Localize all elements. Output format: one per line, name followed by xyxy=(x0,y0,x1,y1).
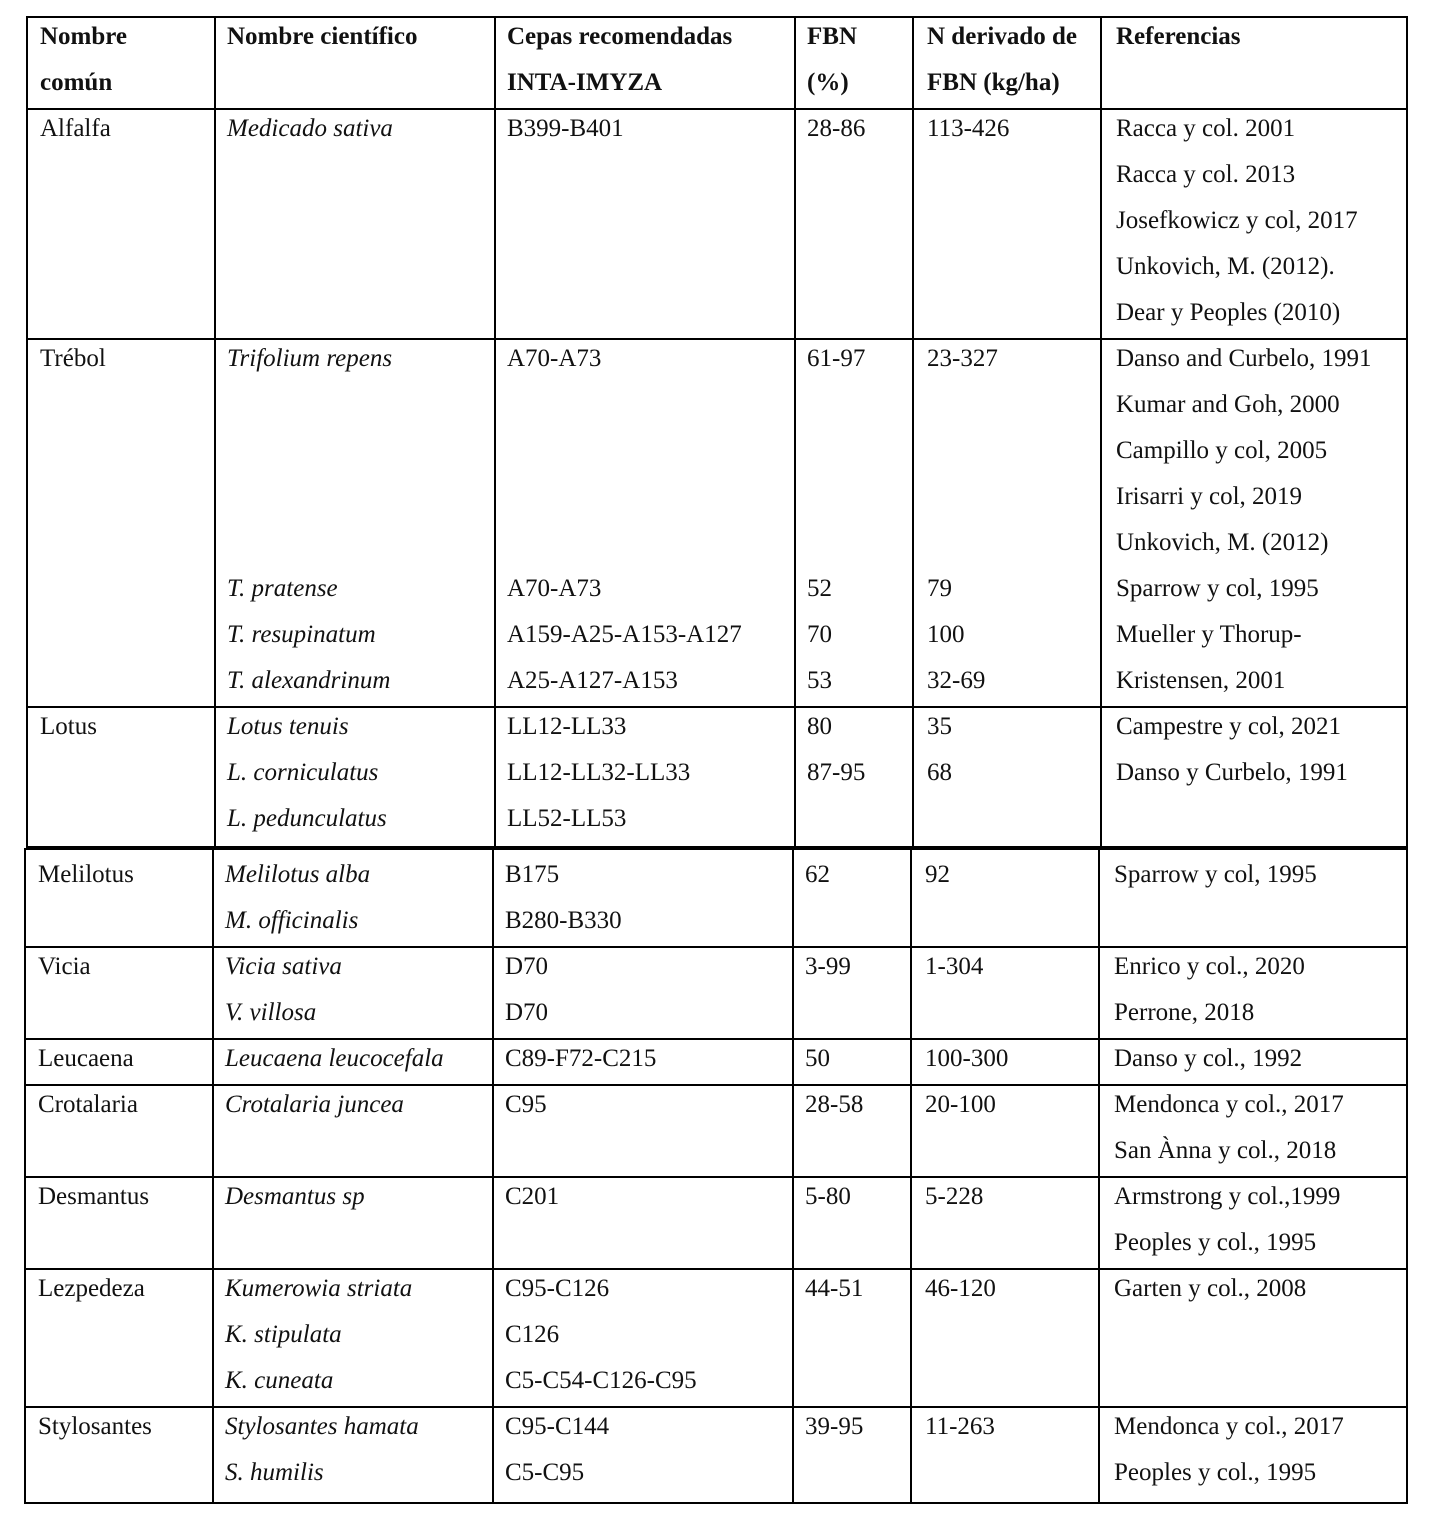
scientific-name-cell: Crotalaria juncea xyxy=(225,1091,404,1118)
table-row xyxy=(28,382,1406,428)
common-name-cell: Desmantus xyxy=(38,1183,150,1210)
group-first-row xyxy=(26,1036,1406,1082)
strains-cell: C5-C95 xyxy=(505,1459,585,1486)
table-row xyxy=(26,1220,1406,1266)
strains-cell: A70-A73 xyxy=(507,345,602,372)
strains-cell: LL12-LL32-LL33 xyxy=(507,759,691,786)
group-first-row xyxy=(28,336,1406,382)
scientific-name-cell: Stylosantes hamata xyxy=(225,1413,419,1440)
scientific-name-cell: V. villosa xyxy=(225,999,317,1026)
fbn-percent-cell: 70 xyxy=(807,621,832,648)
table-row xyxy=(26,1358,1406,1404)
group-first-row xyxy=(26,1082,1406,1128)
reference-cell: Perrone, 2018 xyxy=(1114,999,1255,1026)
n-derived-cell: N derivado de xyxy=(927,23,1077,50)
n-derived-cell: FBN (kg/ha) xyxy=(927,69,1060,96)
reference-cell: Danso y col., 1992 xyxy=(1114,1045,1303,1072)
table-row xyxy=(28,658,1406,704)
common-name-cell: Leucaena xyxy=(38,1045,134,1072)
n-derived-cell: 79 xyxy=(927,575,952,602)
reference-cell: Sparrow y col, 1995 xyxy=(1114,861,1317,888)
fbn-percent-cell: FBN xyxy=(807,23,857,50)
table-row xyxy=(26,1128,1406,1174)
n-derived-cell: 92 xyxy=(925,861,950,888)
table-row xyxy=(28,612,1406,658)
reference-cell: Campillo y col, 2005 xyxy=(1116,437,1328,464)
table-row xyxy=(28,198,1406,244)
fbn-percent-cell: 50 xyxy=(805,1045,830,1072)
scientific-name-cell: M. officinalis xyxy=(225,907,359,934)
strains-cell: C89-F72-C215 xyxy=(505,1045,657,1072)
strains-cell: C201 xyxy=(505,1183,560,1210)
n-derived-cell: 68 xyxy=(927,759,952,786)
scientific-name-cell: Desmantus sp xyxy=(225,1183,365,1210)
strains-cell: C5-C54-C126-C95 xyxy=(505,1367,697,1394)
n-derived-cell: 23-327 xyxy=(927,345,998,372)
fbn-percent-cell: 61-97 xyxy=(807,345,866,372)
strains-cell: C95-C144 xyxy=(505,1413,610,1440)
legume-table-part-1 xyxy=(26,16,1408,848)
reference-cell: Campestre y col, 2021 xyxy=(1116,713,1341,740)
fbn-percent-cell: 53 xyxy=(807,667,832,694)
group-first-row xyxy=(26,852,1406,898)
reference-cell: Unkovich, M. (2012). xyxy=(1116,253,1335,280)
group-first-row xyxy=(26,1174,1406,1220)
common-name-cell: Stylosantes xyxy=(38,1413,152,1440)
n-derived-cell: 113-426 xyxy=(927,115,1010,142)
reference-cell: Referencias xyxy=(1116,23,1241,50)
strains-cell: A70-A73 xyxy=(507,575,602,602)
n-derived-cell: 100-300 xyxy=(925,1045,1009,1072)
scientific-name-cell: Trifolium repens xyxy=(227,345,393,372)
reference-cell: Armstrong y col.,1999 xyxy=(1114,1183,1341,1210)
reference-cell: Mendonca y col., 2017 xyxy=(1114,1413,1344,1440)
table-row xyxy=(26,898,1406,944)
scientific-name-cell: L. pedunculatus xyxy=(227,805,387,832)
table-row xyxy=(28,520,1406,566)
n-derived-cell: 35 xyxy=(927,713,952,740)
strains-cell: B175 xyxy=(505,861,560,888)
common-name-cell: Crotalaria xyxy=(38,1091,138,1118)
reference-cell: Danso y Curbelo, 1991 xyxy=(1116,759,1348,786)
reference-cell: Racca y col. 2001 xyxy=(1116,115,1296,142)
fbn-percent-cell: 5-80 xyxy=(805,1183,851,1210)
fbn-percent-cell: 52 xyxy=(807,575,832,602)
reference-cell: Sparrow y col, 1995 xyxy=(1116,575,1319,602)
n-derived-cell: 46-120 xyxy=(925,1275,996,1302)
scientific-name-cell: Lotus tenuis xyxy=(227,713,349,740)
reference-cell: Kumar and Goh, 2000 xyxy=(1116,391,1340,418)
reference-cell: Garten y col., 2008 xyxy=(1114,1275,1307,1302)
reference-cell: Irisarri y col, 2019 xyxy=(1116,483,1303,510)
table-row xyxy=(28,428,1406,474)
strains-cell: LL52-LL53 xyxy=(507,805,627,832)
common-name-cell: Nombre xyxy=(40,23,128,50)
reference-cell: Racca y col. 2013 xyxy=(1116,161,1296,188)
common-name-cell: Vicia xyxy=(38,953,91,980)
n-derived-cell: 20-100 xyxy=(925,1091,996,1118)
scientific-name-cell: K. cuneata xyxy=(225,1367,334,1394)
strains-cell: B399-B401 xyxy=(507,115,624,142)
scientific-name-cell: L. corniculatus xyxy=(227,759,379,786)
reference-cell: Dear y Peoples (2010) xyxy=(1116,299,1341,326)
scientific-name-cell: Melilotus alba xyxy=(225,861,371,888)
scientific-name-cell: T. resupinatum xyxy=(227,621,376,648)
reference-cell: Enrico y col., 2020 xyxy=(1114,953,1305,980)
strains-cell: Cepas recomendadas xyxy=(507,23,733,50)
strains-cell: C126 xyxy=(505,1321,560,1348)
table-row xyxy=(28,244,1406,290)
strains-cell: D70 xyxy=(505,953,549,980)
scientific-name-cell: T. alexandrinum xyxy=(227,667,391,694)
table-row xyxy=(26,1312,1406,1358)
scientific-name-cell: Medicado sativa xyxy=(227,115,393,142)
scientific-name-cell: S. humilis xyxy=(225,1459,324,1486)
common-name-cell: Lezpedeza xyxy=(38,1275,145,1302)
n-derived-cell: 11-263 xyxy=(925,1413,995,1440)
table-row xyxy=(26,1450,1406,1496)
common-name-cell: Trébol xyxy=(40,345,106,372)
scientific-name-cell: K. stipulata xyxy=(225,1321,342,1348)
scientific-name-cell: Leucaena leucocefala xyxy=(225,1045,444,1072)
common-name-cell: común xyxy=(40,69,113,96)
fbn-percent-cell: 62 xyxy=(805,861,830,888)
strains-cell: D70 xyxy=(505,999,549,1026)
table-row xyxy=(28,750,1406,796)
table-row xyxy=(28,474,1406,520)
group-first-row xyxy=(26,944,1406,990)
table-header xyxy=(28,14,1406,60)
fbn-percent-cell: 3-99 xyxy=(805,953,851,980)
strains-cell: LL12-LL33 xyxy=(507,713,627,740)
fbn-percent-cell: 39-95 xyxy=(805,1413,864,1440)
group-first-row xyxy=(28,704,1406,750)
fbn-percent-cell: 28-86 xyxy=(807,115,866,142)
fbn-percent-cell: 80 xyxy=(807,713,832,740)
table-row xyxy=(28,290,1406,336)
table-row xyxy=(26,990,1406,1036)
reference-cell: San Ànna y col., 2018 xyxy=(1114,1137,1337,1164)
scientific-name-cell: Kumerowia striata xyxy=(225,1275,413,1302)
fbn-percent-cell: 44-51 xyxy=(805,1275,864,1302)
table-row xyxy=(28,566,1406,612)
table-row xyxy=(28,152,1406,198)
strains-cell: B280-B330 xyxy=(505,907,622,934)
reference-cell: Peoples y col., 1995 xyxy=(1114,1459,1317,1486)
strains-cell: A25-A127-A153 xyxy=(507,667,678,694)
group-first-row xyxy=(26,1266,1406,1312)
strains-cell: C95-C126 xyxy=(505,1275,610,1302)
n-derived-cell: 32-69 xyxy=(927,667,986,694)
n-derived-cell: 100 xyxy=(927,621,965,648)
fbn-percent-cell: (%) xyxy=(807,69,849,96)
fbn-percent-cell: 87-95 xyxy=(807,759,866,786)
n-derived-cell: 5-228 xyxy=(925,1183,984,1210)
legume-table-part-2 xyxy=(24,848,1408,1504)
common-name-cell: Melilotus xyxy=(38,861,134,888)
reference-cell: Mendonca y col., 2017 xyxy=(1114,1091,1344,1118)
group-first-row xyxy=(26,1404,1406,1450)
n-derived-cell: 1-304 xyxy=(925,953,984,980)
reference-cell: Danso and Curbelo, 1991 xyxy=(1116,345,1372,372)
reference-cell: Josefkowicz y col, 2017 xyxy=(1116,207,1358,234)
reference-cell: Peoples y col., 1995 xyxy=(1114,1229,1317,1256)
common-name-cell: Lotus xyxy=(40,713,97,740)
reference-cell: Unkovich, M. (2012) xyxy=(1116,529,1329,556)
scientific-name-cell: Vicia sativa xyxy=(225,953,342,980)
strains-cell: A159-A25-A153-A127 xyxy=(507,621,742,648)
common-name-cell: Alfalfa xyxy=(40,115,111,142)
strains-cell: C95 xyxy=(505,1091,547,1118)
reference-cell: Mueller y Thorup- xyxy=(1116,621,1302,648)
reference-cell: Kristensen, 2001 xyxy=(1116,667,1286,694)
group-first-row xyxy=(28,106,1406,152)
table-row xyxy=(28,796,1406,842)
fbn-percent-cell: 28-58 xyxy=(805,1091,864,1118)
scientific-name-cell: Nombre científico xyxy=(227,23,418,50)
strains-cell: INTA-IMYZA xyxy=(507,69,663,96)
scientific-name-cell: T. pratense xyxy=(227,575,338,602)
table-header xyxy=(28,60,1406,106)
